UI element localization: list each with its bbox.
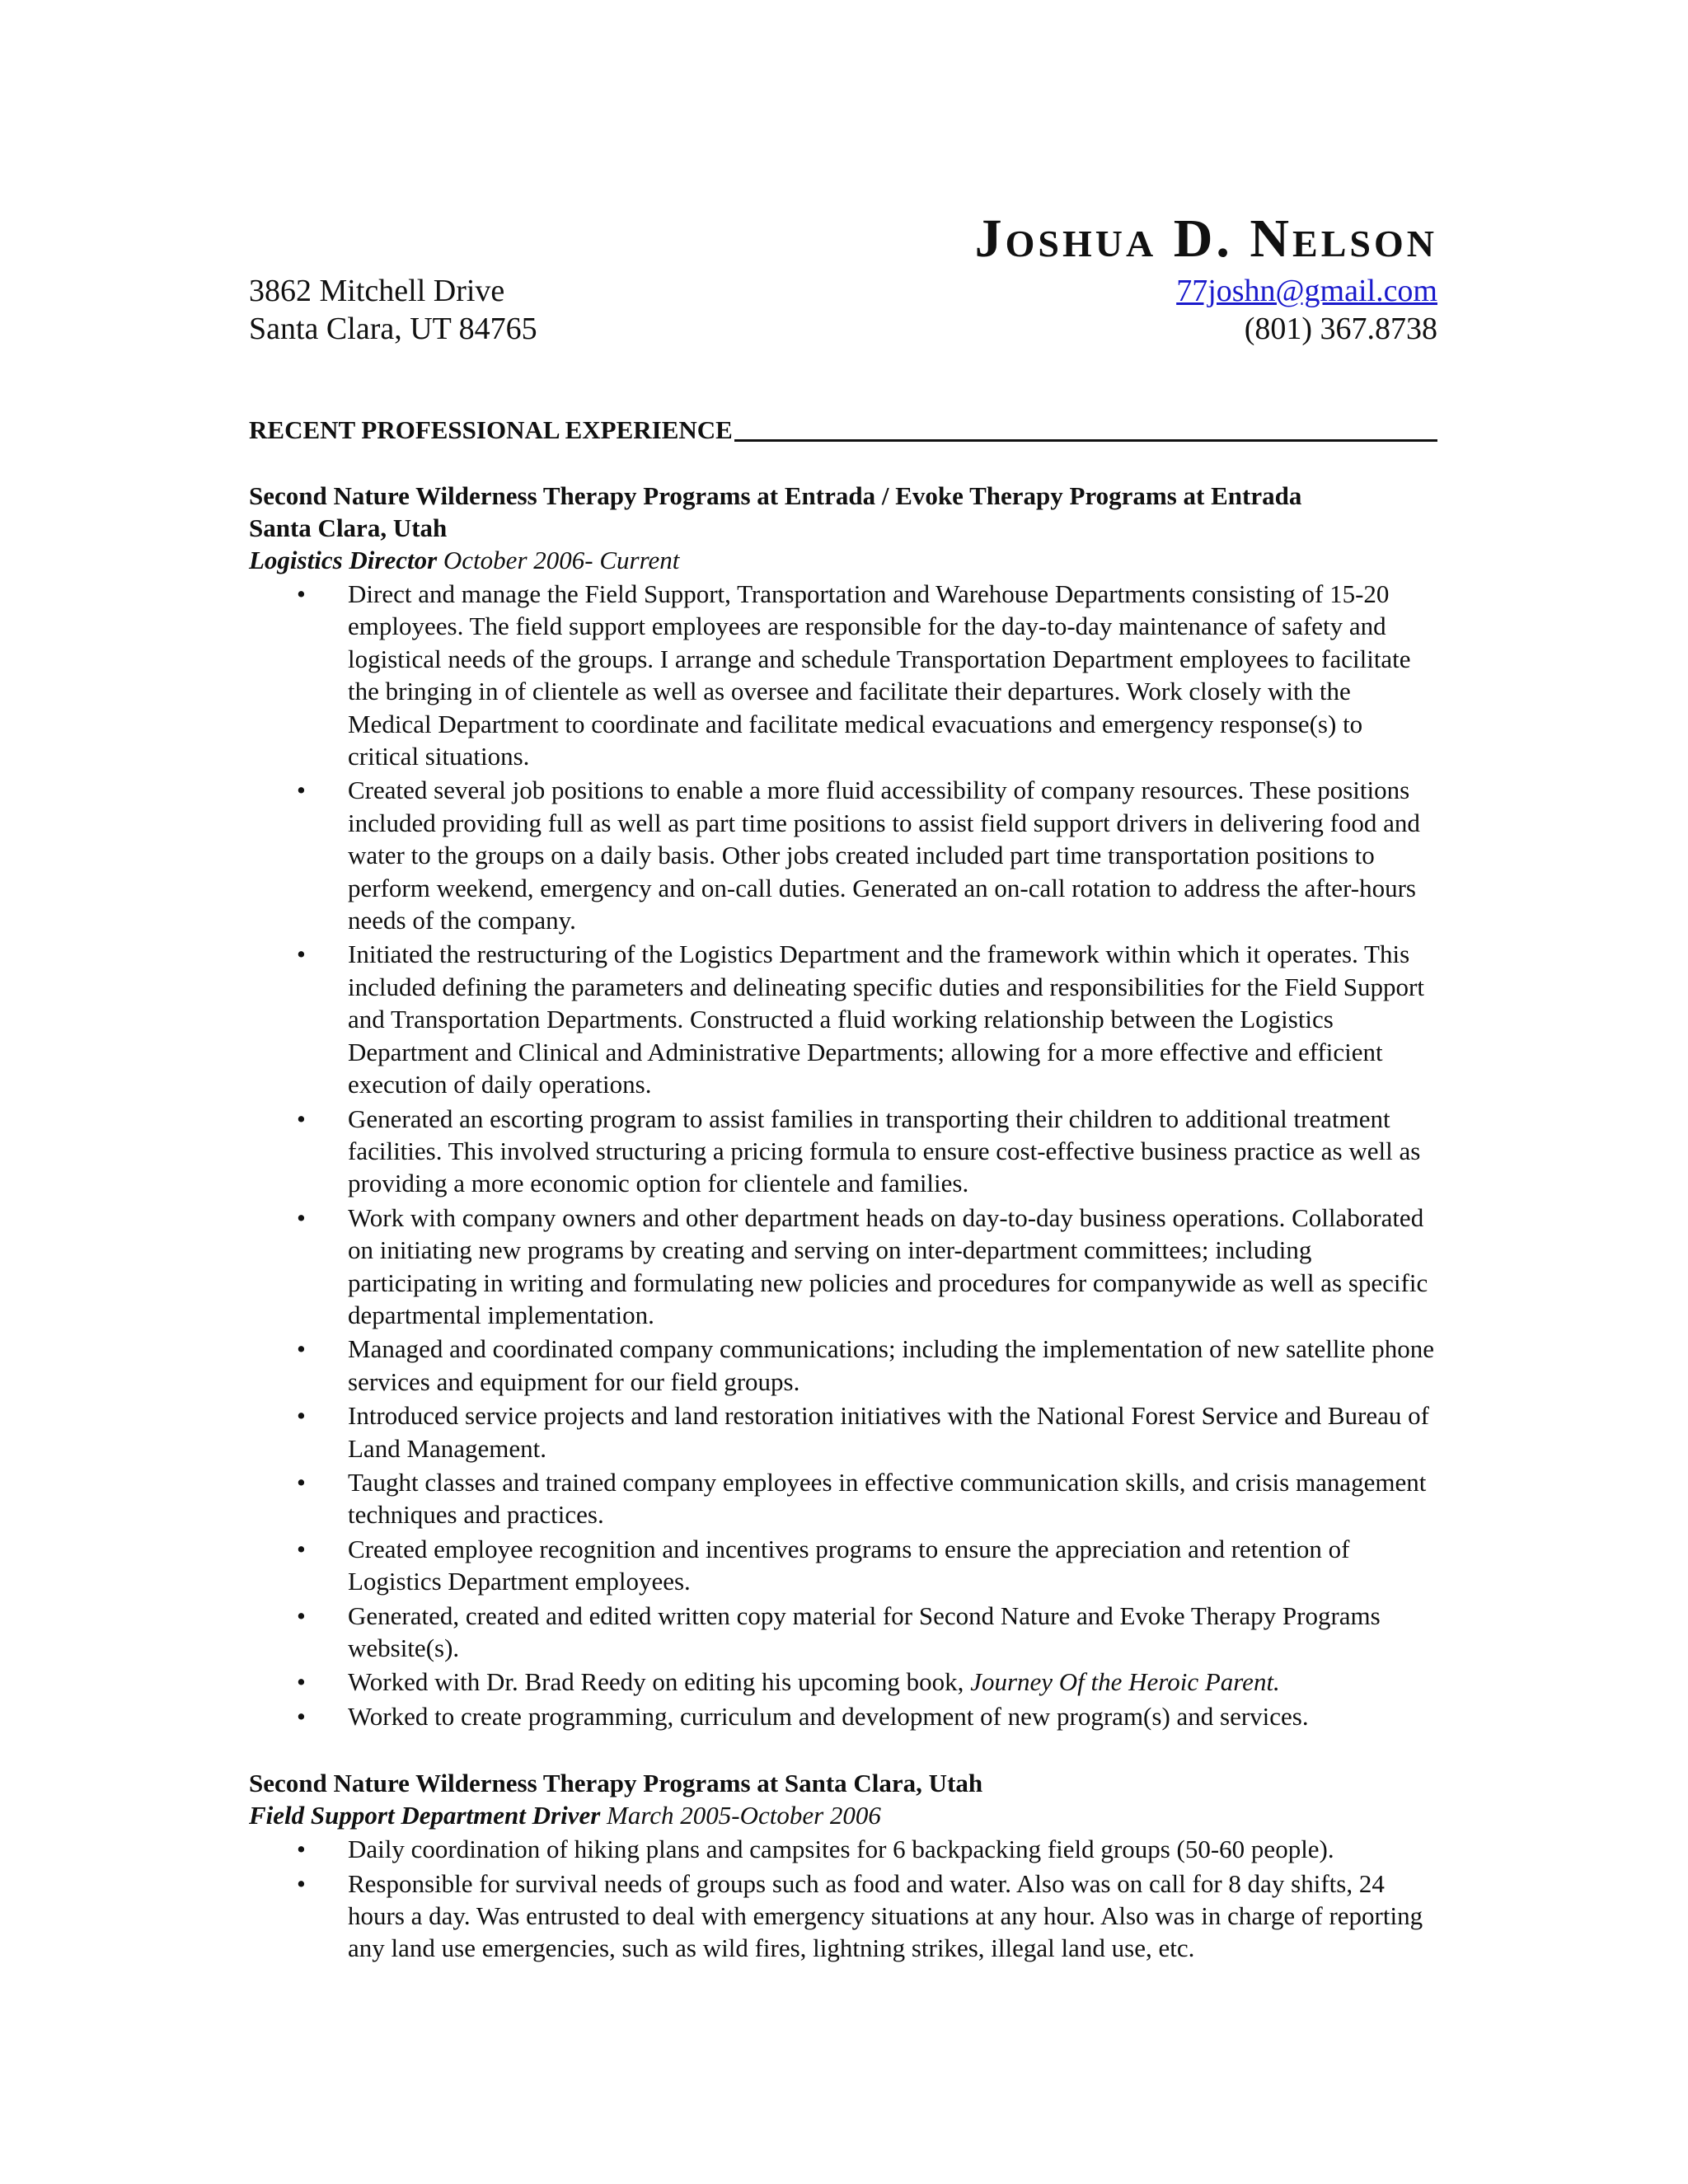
bullet-text: Responsible for survival needs of groups such as food and water. Also was on call for 8 day shifts, 24 hours a day. Was entrusted to deal with emergency situations at any hour. Also was in charge of reporting any land use emergencies, such as wild fires, lightning strikes, illegal land use, etc. <box>348 1868 1423 1963</box>
job1-location: Santa Clara, Utah <box>249 513 448 542</box>
job1-role-line <box>249 544 1437 576</box>
bullet-text: Worked to create programming, curriculum and development of new program(s) and services. <box>348 1701 1309 1731</box>
bullet-text: Taught classes and trained company employees in effective communication skills, and crisis management techniques and practices. <box>348 1467 1427 1530</box>
job1-employer: Second Nature Wilderness Therapy Programs at Entrada / Evoke Therapy Programs at Entrada <box>249 481 1302 510</box>
list-item <box>249 1466 1437 1531</box>
list-item <box>249 1103 1437 1200</box>
bullet-icon: • <box>297 1701 306 1731</box>
list-item <box>249 1666 1437 1698</box>
list-item <box>249 1600 1437 1665</box>
bullet-icon: • <box>297 1667 306 1697</box>
job-entry-field-support-driver <box>249 1767 1437 1965</box>
contact-row-1 <box>249 272 1437 310</box>
book-title: Journey Of the Heroic Parent. <box>970 1667 1280 1697</box>
bullet-icon: • <box>297 579 306 608</box>
bullet-icon: • <box>297 1202 306 1232</box>
bullet-text: Generated, created and edited written copy material for Second Nature and Evoke Therapy Programs website(s). <box>348 1601 1381 1662</box>
list-item <box>249 1202 1437 1332</box>
bullet-text: Generated an escorting program to assist families in transporting their children to additional treatment facilities. This involved structuring a pricing formula to ensure cost-effective business practice as well as providing a more economic option for clientele and families. <box>348 1104 1421 1198</box>
job2-title: Field Support Department Driver <box>249 1801 601 1830</box>
bullet-icon: • <box>297 1534 306 1563</box>
address-line-1: 3862 Mitchell Drive <box>249 274 505 308</box>
list-item <box>249 1533 1437 1598</box>
list-item <box>249 938 1437 1100</box>
bullet-text: Created employee recognition and incentives programs to ensure the appreciation and retention of Logistics Department employees. <box>348 1534 1350 1596</box>
bullet-icon: • <box>297 1104 306 1133</box>
section-heading-text: RECENT PROFESSIONAL EXPERIENCE <box>249 415 733 444</box>
list-item <box>249 578 1437 772</box>
bullet-text: Daily coordination of hiking plans and campsites for 6 backpacking field groups (50-60 people). <box>348 1835 1334 1864</box>
list-item <box>249 1833 1437 1865</box>
bullet-text: Worked with Dr. Brad Reedy on editing his upcoming book, <box>348 1667 971 1697</box>
job2-bullet-list <box>249 1833 1437 1965</box>
phone-number: (801) 367.8738 <box>1244 312 1437 346</box>
bullet-text: Direct and manage the Field Support, Transportation and Warehouse Departments consisting of 15-20 employees. The field support employees are responsible for the day-to-day maintenance of safety and logistical needs of the groups. I arrange and schedule Transportation Department employees to facilitate the bringing in of clientele as well as oversee and facilitate their departures. Work closely with the Medical Department to coordinate and facilitate medical evacuations and emergency response(s) to critical situations. <box>348 579 1411 771</box>
resume-page <box>249 206 1437 1966</box>
job1-title: Logistics Director <box>249 546 438 574</box>
list-item <box>249 1399 1437 1465</box>
job2-role-line <box>249 1799 1437 1831</box>
bullet-icon: • <box>297 1401 306 1431</box>
bullet-text: Initiated the restructuring of the Logistics Department and the framework within which it operates. This included defining the parameters and delineating specific duties and responsibilities for the Field Support and Transportation Departments. Constructed a fluid working relationship between the Logistics Department and Clinical and Administrative Departments; allowing for a more effective and efficient execution of daily operations. <box>348 940 1424 1099</box>
bullet-icon: • <box>297 1835 306 1864</box>
candidate-name: Joshua D. Nelson <box>974 209 1437 269</box>
email-link[interactable]: 77joshn@gmail.com <box>1176 274 1437 308</box>
bullet-text: Created several job positions to enable a more fluid accessibility of company resources. These positions included providing full as well as part time positions to assist field support drivers in delivering food and water to the groups on a daily basis. Other jobs created included part time transportation positions to perform weekend, emergency and on-call duties. Generated an on-call rotation to address the after-hours needs of the company. <box>348 776 1420 935</box>
bullet-text: Work with company owners and other department heads on day-to-day business operations. Collaborated on initiating new programs by creating and serving on inter-department committees; including participating in writing and formulating new policies and procedures for companywide as well as specific departmental implementation. <box>348 1202 1428 1329</box>
bullet-text: Managed and coordinated company communications; including the implementation of new satellite phone services and equipment for our field groups. <box>348 1334 1434 1396</box>
contact-row-2 <box>249 310 1437 348</box>
list-item <box>249 1333 1437 1398</box>
bullet-icon: • <box>297 1467 306 1497</box>
job2-dates: March 2005-October 2006 <box>600 1801 881 1830</box>
bullet-icon: • <box>297 1601 306 1630</box>
list-item <box>249 1700 1437 1732</box>
address-line-2: Santa Clara, UT 84765 <box>249 312 537 346</box>
bullet-icon: • <box>297 940 306 969</box>
section-rule <box>734 439 1437 442</box>
job-entry-logistics-director <box>249 480 1437 1732</box>
list-item <box>249 774 1437 936</box>
bullet-icon: • <box>297 776 306 805</box>
bullet-text: Introduced service projects and land restoration initiatives with the National Forest Service and Bureau of Land Management. <box>348 1401 1429 1463</box>
job1-bullet-list <box>249 578 1437 1732</box>
bullet-icon: • <box>297 1334 306 1364</box>
list-item <box>249 1868 1437 1965</box>
section-heading-experience <box>249 414 1437 447</box>
job2-employer: Second Nature Wilderness Therapy Programs at Santa Clara, Utah <box>249 1769 983 1798</box>
job1-dates: October 2006- Current <box>437 546 680 574</box>
bullet-icon: • <box>297 1868 306 1898</box>
